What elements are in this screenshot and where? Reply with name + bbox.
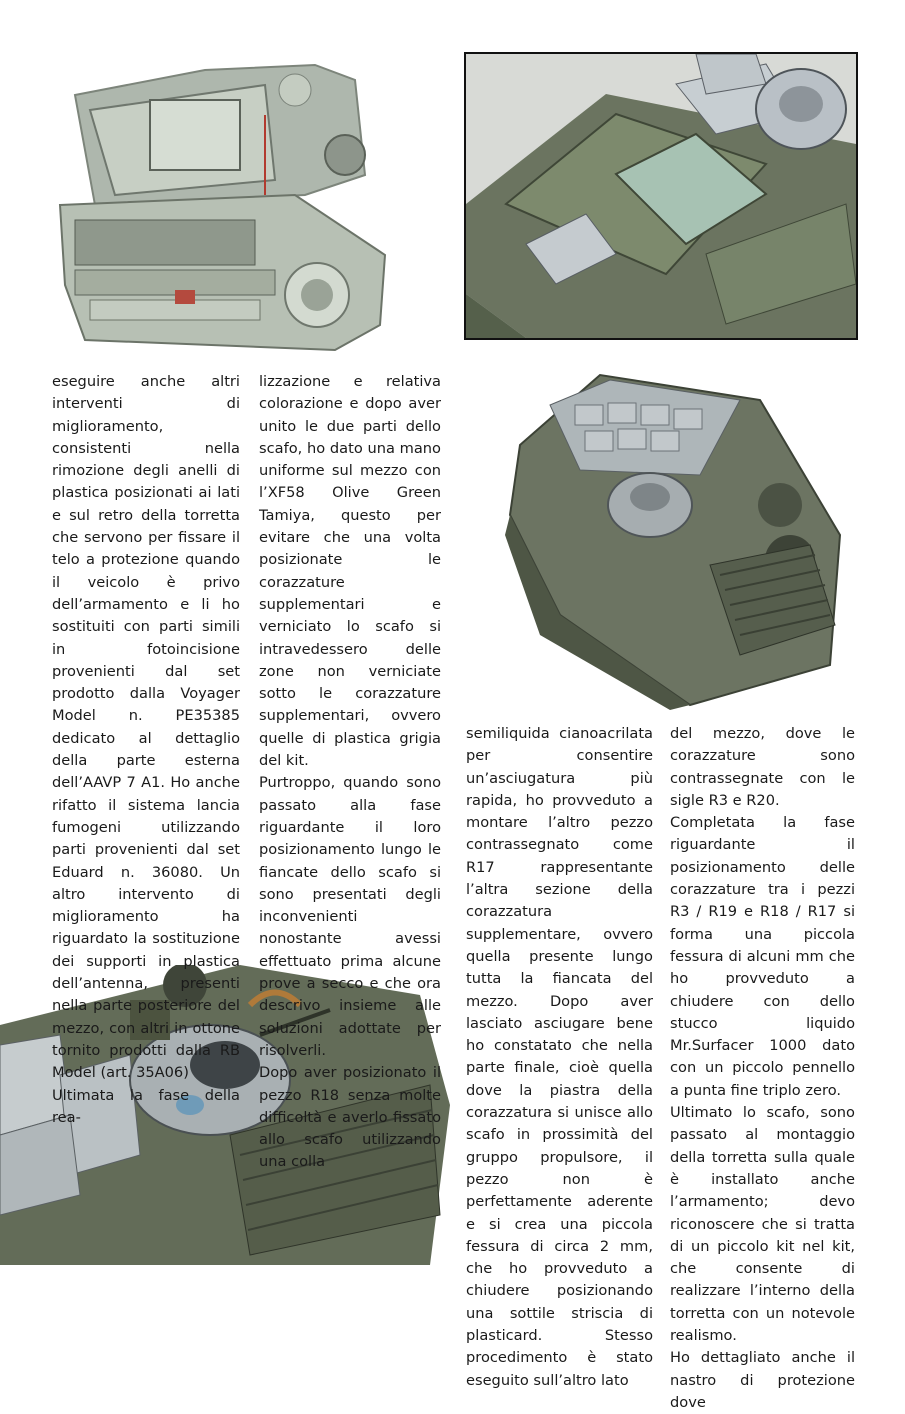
hull-interior-illustration	[55, 55, 395, 355]
hull-top-view-illustration	[466, 54, 856, 338]
paragraph: Ho dettagliato anche il nastro di protezione dove	[670, 1349, 855, 1411]
paragraph: Completata la fase riguardante il posizionamento delle corazzature tra i pezzi R3 / R19 e R18 / R17 si forma una piccola fessura di alcuni mm che ho provveduto a chiudere con dello stucco liquido Mr.Surfacer 1000 dato con un piccolo pennello a punta fine triplo zero.	[670, 814, 855, 1099]
text-column-2	[259, 371, 441, 1174]
paragraph: Ultimato lo scafo, sono passato al montaggio della torretta sulla quale è installato anche l’armamento; devo riconoscere che si tratta di un piccolo kit nel kit, che consente di realizzare l’interno della torretta con un notevole realismo.	[670, 1104, 855, 1345]
text-column-4	[670, 723, 855, 1414]
text-column-1	[52, 371, 240, 1129]
paragraph: Purtroppo, quando sono passato alla fase riguardante il loro posizionamento lungo le fiancate dello scafo si sono presentati degli inconvenienti nonostante avessi effettuato prima alcune prove a secco e che ora descrivo insieme alle soluzioni adottate per risolverli.	[259, 774, 441, 1059]
photo-hull-top-view	[464, 52, 858, 340]
paragraph: Dopo aver posizionato il pezzo R18 senza molte difficoltà e averlo fissato allo scafo utilizzando una colla	[259, 1064, 441, 1171]
paragraph: semiliquida cianoacrilata per consentire un’asciugatura più rapida, ho provveduto a montare l’altro pezzo contrassegnato come R17 rappresentante l’altra sezione della corazzatura supplementare, ovvero quella presente lungo tutta la fiancata del mezzo. Dopo aver lasciato asciugare bene ho constatato che nella parte finale, cioè quella dove la piastra della corazzatura si unisce allo scafo in prossimità del gruppo propulsore, il pezzo non è perfettamente aderente e si crea una piccola fessura di circa 2 mm, che ho provveduto a chiudere posizionando una sottile striscia di plasticard. Stesso procedimento è stato eseguito sull’altro lato	[466, 725, 653, 1389]
paragraph: Ultimata la fase della rea-	[52, 1086, 240, 1126]
paragraph: lizzazione e relativa colorazione e dopo aver unito le due parti dello scafo, ho dato una mano uniforme sul mezzo con l’XF58 Olive Green Tamiya, questo per evitare che una volta posizionate le corazzature supplementari e verniciato lo scafo si intravedessero delle zone non verniciate sotto le corazzature supplementari, ovvero quelle di plastica grigia del kit.	[259, 373, 441, 770]
photo-vehicle-assembled	[490, 365, 870, 715]
vehicle-assembled-illustration	[490, 365, 870, 715]
paragraph: del mezzo, dove le corazzature sono contrassegnate con le sigle R3 e R20.	[670, 725, 855, 809]
text-column-3	[466, 723, 653, 1392]
paragraph: eseguire anche altri interventi di miglioramento, consistenti nella rimozione degli anelli di plastica posizionati ai lati e sul retro della torretta che servono per fissare il telo a protezione quando il veicolo è privo dell’armamento e li ho sostituiti con parti simili in fotoincisione provenienti dal set prodotto dalla Voyager Model n. PE35385 dedicato al dettaglio della parte esterna dell’AAVP 7 A1. Ho anche rifatto il sistema lancia fumogeni utilizzando parti provenienti dal set Eduard n. 36080. Un altro intervento di miglioramento ha riguardato la sostituzione dei supporti in plastica dell’antenna, presenti nella parte posteriore del mezzo, con altri in ottone tornito prodotti dalla RB Model (art. 35A06)	[52, 373, 240, 1082]
photo-hull-interior	[55, 55, 395, 355]
